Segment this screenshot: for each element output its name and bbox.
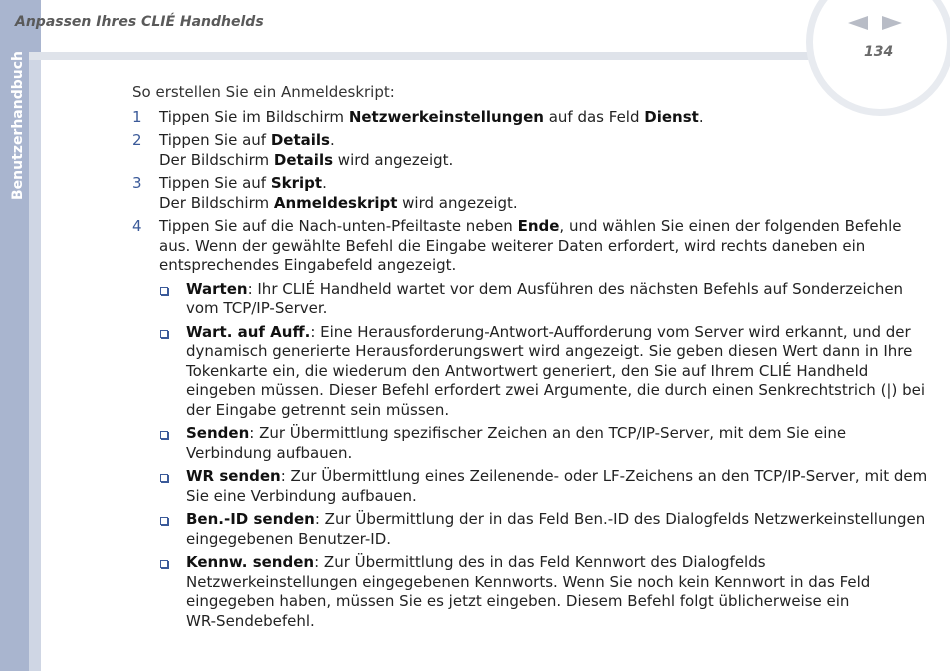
step-term: Anmeldeskript	[273, 193, 398, 212]
checkbox-bullet-icon	[160, 474, 168, 482]
step-number: 2	[132, 131, 142, 149]
sidebar-inner-band	[29, 52, 41, 671]
step-text: Tippen Sie auf die Nach-unten-Pfeiltaste neben	[159, 217, 518, 235]
sidebar-label: Benutzerhandbuch	[10, 51, 26, 200]
command-item	[159, 510, 932, 549]
command-description: : Zur Übermittlung spezifischer Zeichen an den TCP/IP-Server, mit dem Sie eine Verbindung aufbauen.	[186, 424, 847, 462]
step-number: 1	[132, 107, 142, 126]
command-description: : Ihr CLIÉ Handheld wartet vor dem Ausführen des nächsten Befehls auf Sonderzeichen vom TCP/IP-Server.	[186, 279, 904, 317]
command-term: WR senden	[186, 467, 281, 485]
header-title: Anpassen Ihres CLIÉ Handhelds	[15, 14, 264, 30]
arrow-right-icon[interactable]	[880, 13, 904, 33]
command-term: Wart. auf Auff.	[186, 322, 311, 341]
step-term: Netzwerkeinstellungen	[348, 107, 544, 126]
step-text: wird angezeigt.	[333, 150, 454, 169]
step-result	[159, 194, 932, 214]
step-term: Dienst	[644, 107, 699, 126]
page-number: 134	[864, 44, 894, 60]
checkbox-bullet-icon	[160, 517, 168, 525]
command-item	[159, 553, 932, 631]
step-number: 4	[132, 217, 142, 235]
main-content	[132, 83, 932, 635]
steps-list	[132, 108, 932, 632]
arrow-left-icon[interactable]	[846, 13, 870, 33]
command-description: WR-Sendebefehl.	[186, 611, 315, 630]
step-text: .	[330, 131, 335, 149]
step-item	[132, 217, 932, 631]
header-rule	[29, 52, 819, 60]
command-item	[159, 424, 932, 463]
page-navigation	[846, 13, 908, 33]
step-text: Tippen Sie auf	[159, 131, 271, 149]
command-description: : Zur Übermittlung eines Zeilenende- oder LF-Zeichens an den TCP/IP-Server, mit dem Sie eine Verbindung aufbauen.	[186, 467, 928, 505]
command-item	[159, 323, 932, 421]
step-term: Ende	[517, 217, 560, 235]
command-list	[159, 280, 932, 632]
step-text: .	[322, 174, 327, 192]
step-item	[132, 131, 932, 170]
step-text: .	[698, 107, 704, 126]
checkbox-bullet-icon	[160, 431, 168, 439]
command-description: : Zur Übermittlung der in das Feld Ben.-ID des Dialogfelds Netzwerkeinstellungen eingegebenen Benutzer-ID.	[186, 510, 926, 548]
command-term: Warten	[186, 279, 248, 298]
step-text: , und wählen Sie einen der folgenden Befehle aus. Wenn der gewählte Befehl die Eingabe weiterer Daten erfordert, wird rechts daneben ein entsprechendes Eingabefeld angezeigt.	[159, 217, 902, 274]
command-description: : Eine Herausforderung-Antwort-Aufforderung vom Server wird erkannt, und der dynamisch generierte Herausforderungswert wird angezeigt. Sie geben diesen Wert dann in Ihre Tokenkarte ein, die wiederum den Antwortwert generiert, den Sie auf Ihrem CLIÉ Handheld eingeben müssen. Dieser Befehl erfordert zwei Argumente, die durch einen Senkrechtstrich (|) bei der Eingabe getrennt sein müssen.	[186, 322, 926, 419]
step-text: auf das Feld	[543, 107, 645, 126]
intro-text: So erstellen Sie ein Anmeldeskript:	[132, 83, 395, 101]
command-term: Senden	[186, 424, 250, 442]
checkbox-bullet-icon	[160, 287, 168, 295]
command-term: Kennw. senden	[186, 553, 315, 571]
step-text: wird angezeigt.	[397, 193, 518, 212]
step-term: Skript	[270, 174, 323, 192]
step-item	[132, 174, 932, 213]
step-item	[132, 108, 932, 128]
checkbox-bullet-icon	[160, 560, 168, 568]
checkbox-bullet-icon	[160, 330, 168, 338]
step-term: Details	[270, 131, 330, 149]
step-result	[159, 151, 932, 171]
step-text: Der Bildschirm	[159, 193, 274, 212]
step-text: Der Bildschirm	[159, 150, 274, 169]
step-text: Tippen Sie im Bildschirm	[159, 107, 349, 126]
step-term: Details	[273, 150, 334, 169]
command-description: : Zur Übermittlung des in das Feld Kennwort des Dialogfelds Netzwerkeinstellungen eingegebenen Kennworts. Wenn Sie noch kein Kennwort in das Feld eingegeben haben, müssen Sie es jetzt eingeben. Diesem Befehl folgt üblicherweise ein	[186, 553, 871, 610]
command-item	[159, 467, 932, 506]
step-number: 3	[132, 174, 142, 192]
command-term: Ben.-ID senden	[186, 510, 315, 528]
step-text: Tippen Sie auf	[159, 174, 271, 192]
command-item	[159, 280, 932, 319]
